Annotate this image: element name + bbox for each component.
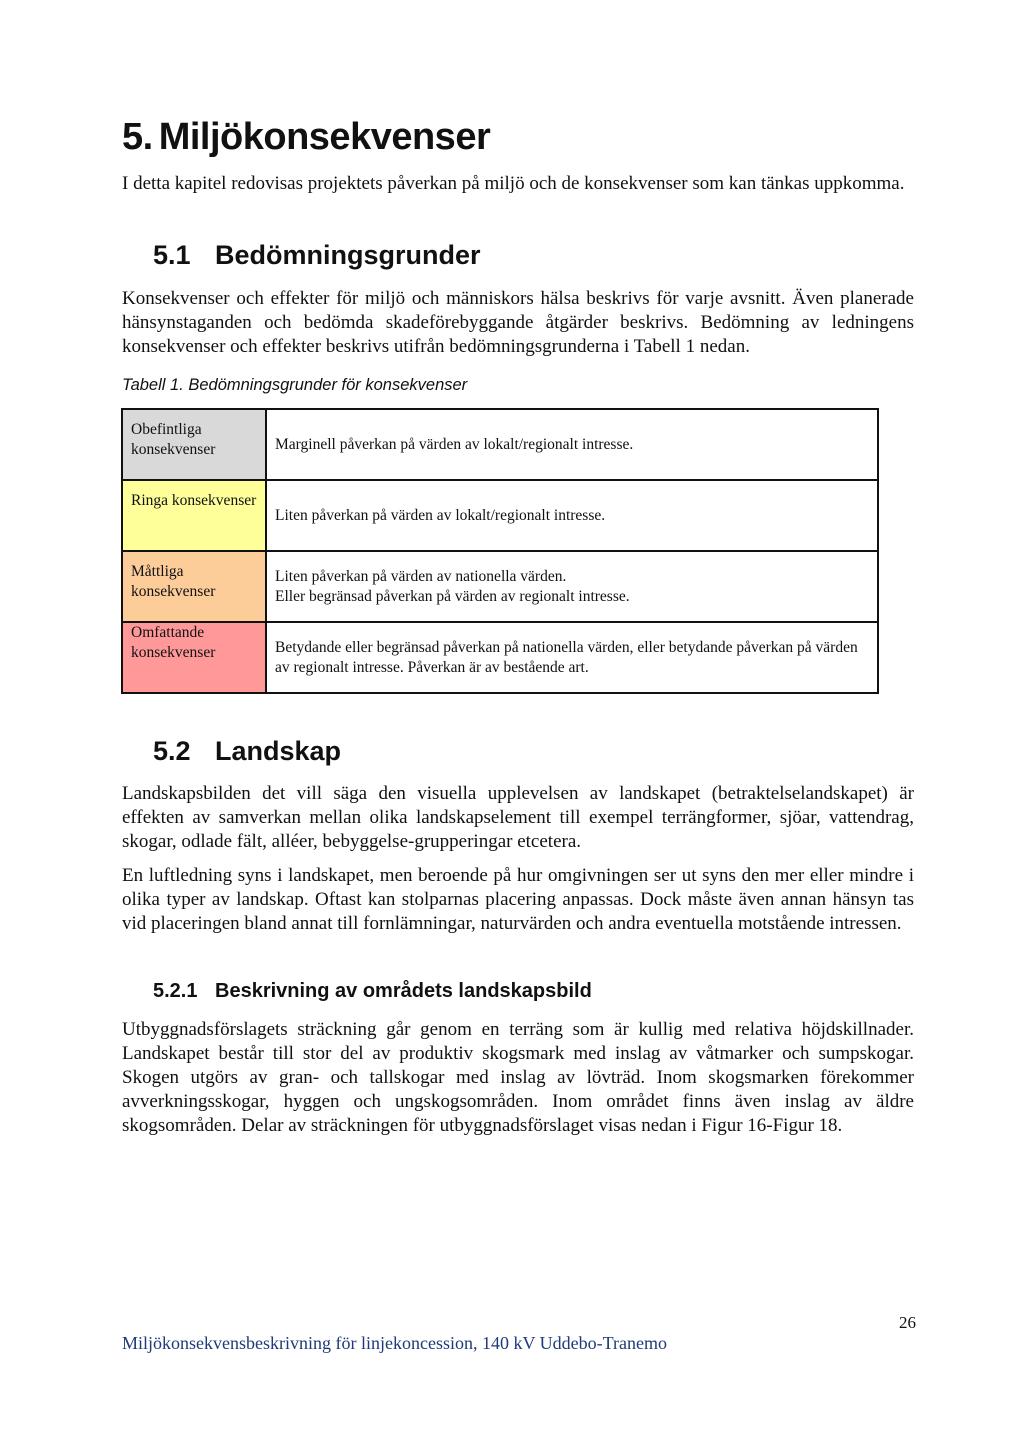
- section-5-2-paragraph: En luftledning syns i landskapet, men beroende på hur omgivningen ser ut syns den mer eller mindre i olika typer av landskap. Oftast kan stolparnas placering anpassas. Dock måste även annan hänsyn tas vid placeringen bland annat till fornlämningar, naturvärden och andra eventuella motstående intressen.: [122, 865, 914, 934]
- intro-paragraph: I detta kapitel redovisas projektets påverkan på miljö och de konsekvenser som kan tänkas uppkomma.: [122, 173, 905, 194]
- section-number: 5.1: [153, 240, 191, 270]
- section-title: Beskrivning av områdets landskapsbild: [215, 980, 592, 1002]
- table-row: [122, 551, 878, 622]
- section-5-2-1-paragraph: Utbyggnadsförslagets sträckning går genom en terräng som är kullig med relativa höjdskillnader. Landskapet består till stor del av produktiv skogsmark med inslag av våtmarker och sumpskogar. Skogen utgörs av gran- och tallskogar med inslag av lövträd. Inom skogsmarken förekommer avverkningsskogar, hyggen och ungskogsområden. Inom området finns även inslag av äldre skogsområden. Delar av sträckningen för utbyggnadsförslaget visas nedan i Figur 16-Figur 18.: [122, 1019, 914, 1136]
- table-row: [122, 480, 878, 551]
- level-cell: Ringa konsekvenser: [122, 480, 266, 551]
- description-cell: Betydande eller begränsad påverkan på nationella värden, eller betydande påverkan på värden av regionalt intresse. Påverkan är av bestående art.: [266, 622, 878, 693]
- description-cell: [266, 551, 878, 622]
- description-cell: Marginell påverkan på värden av lokalt/regionalt intresse.: [266, 409, 878, 480]
- section-number: 5.2.1: [153, 980, 198, 1002]
- assessment-criteria-table: [121, 408, 879, 694]
- page-number: 26: [899, 1313, 916, 1332]
- description-cell: Liten påverkan på värden av lokalt/regionalt intresse.: [266, 480, 878, 551]
- table-row: [122, 409, 878, 480]
- section-5-2-paragraph: Landskapsbilden det vill säga den visuella upplevelsen av landskapet (betraktelselandskapet) är effekten av samverkan mellan olika landskapselement till exempel terrängformer, sjöar, vattendrag, skogar, odlade fält, alléer, bebyggelse-grupperingar etcetera.: [122, 783, 914, 852]
- level-cell: Måttliga konsekvenser: [122, 551, 266, 622]
- chapter-number: 5.: [122, 116, 153, 158]
- description-line: Eller begränsad påverkan på värden av regionalt intresse.: [275, 587, 630, 605]
- section-title: Bedömningsgrunder: [215, 240, 481, 270]
- section-heading-5-2: [153, 736, 341, 767]
- section-heading-5-2-1: [153, 980, 592, 1003]
- chapter-title: Miljökonsekvenser: [158, 116, 491, 158]
- section-number: 5.2: [153, 736, 191, 766]
- level-cell: Omfattande konsekvenser: [122, 622, 266, 693]
- table-caption: Tabell 1. Bedömningsgrunder för konsekvenser: [122, 376, 468, 394]
- chapter-heading: [122, 116, 490, 159]
- table-row: [122, 622, 878, 693]
- section-5-1-paragraph: Konsekvenser och effekter för miljö och människors hälsa beskrivs för varje avsnitt. Även planerade hänsynstaganden och bedömda skadeförebyggande åtgärder beskrivs. Bedömning av ledningens konsekvenser och effekter beskrivs utifrån bedömningsgrunderna i Tabell 1 nedan.: [122, 288, 914, 357]
- section-heading-5-1: [153, 240, 481, 271]
- level-cell: Obefintliga konsekvenser: [122, 409, 266, 480]
- document-footer: Miljökonsekvensbeskrivning för linjekoncession, 140 kV Uddebo-Tranemo: [122, 1333, 667, 1353]
- section-title: Landskap: [215, 736, 342, 766]
- description-line: Liten påverkan på värden av nationella värden.: [275, 567, 567, 585]
